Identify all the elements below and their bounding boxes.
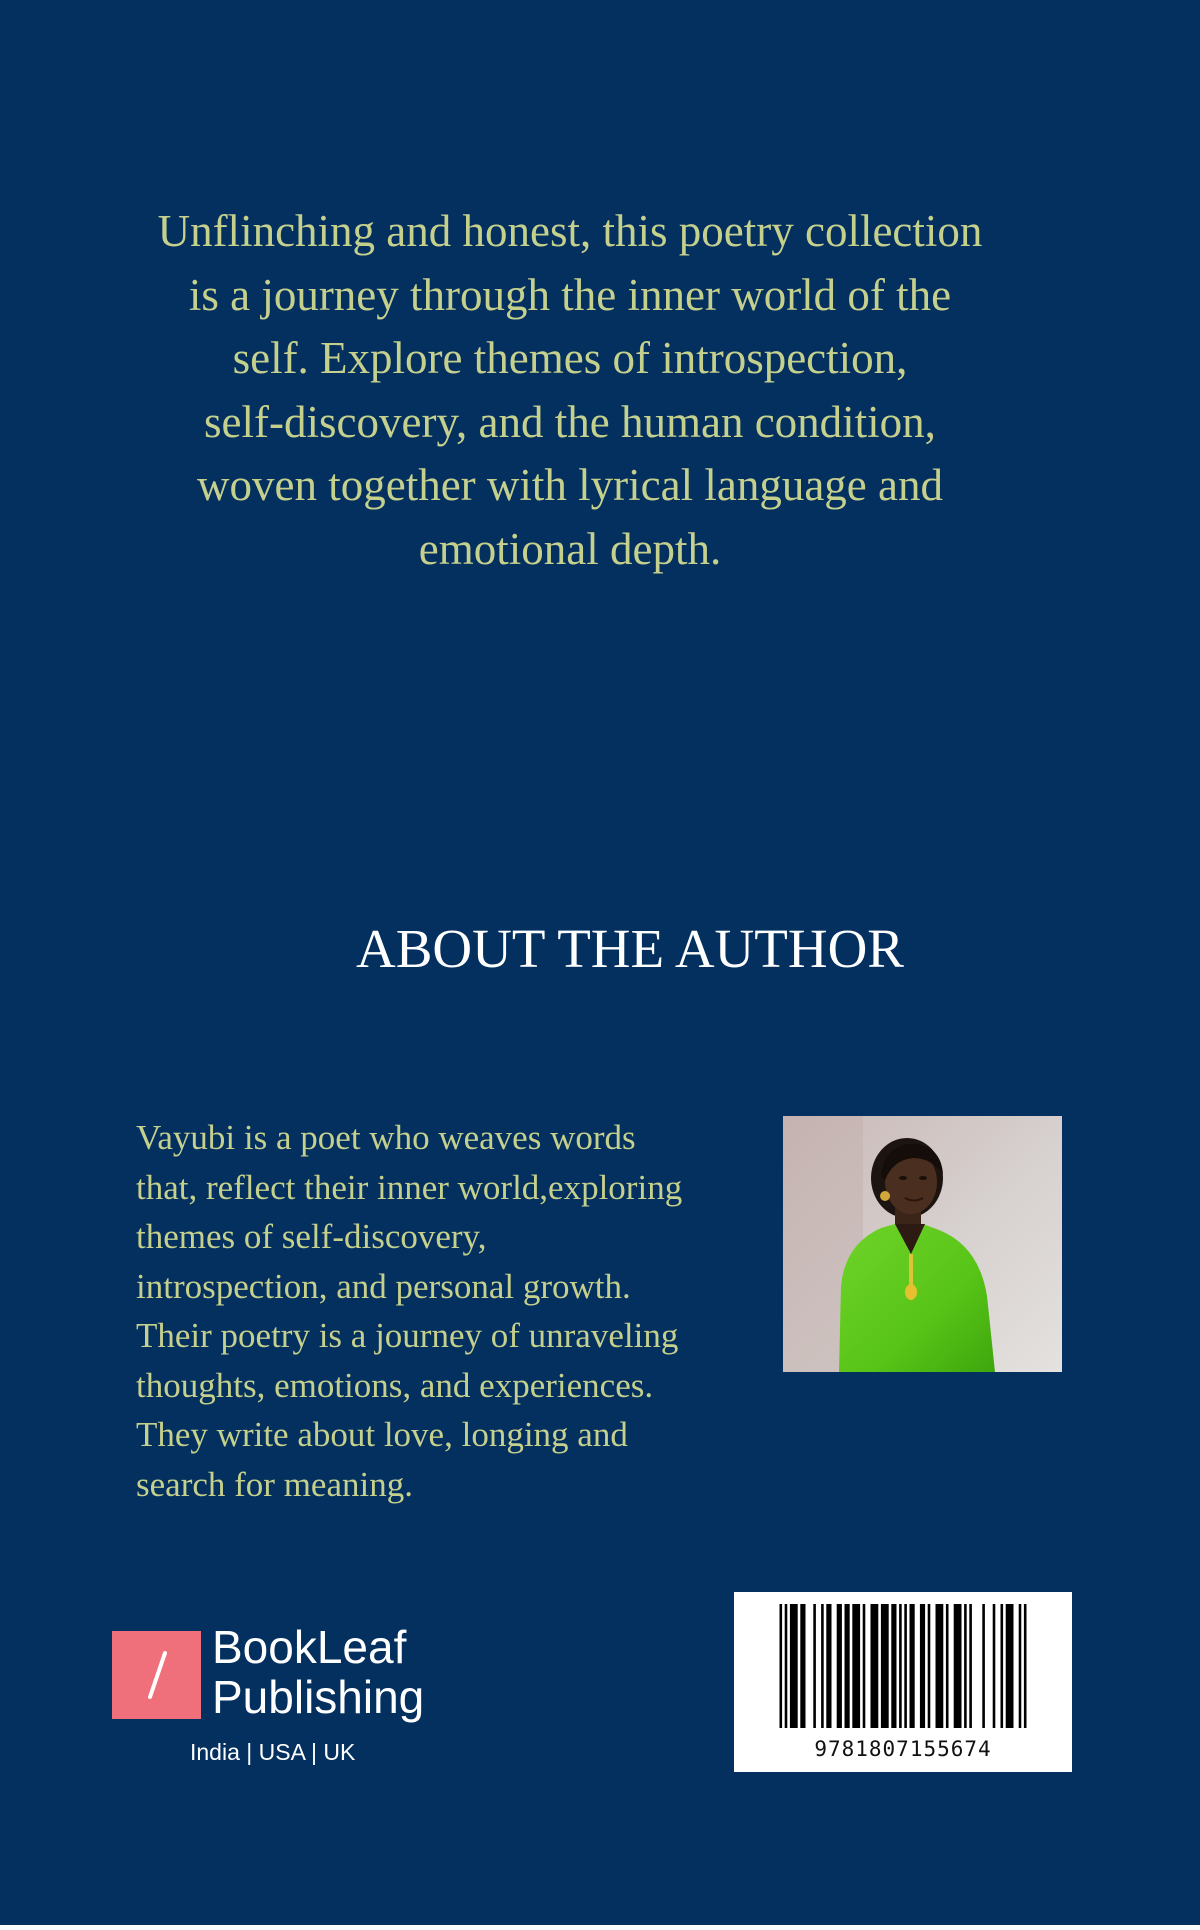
publisher-name-line2: Publishing [212,1671,425,1723]
blurb-line: self-discovery, and the human condition, [204,396,936,447]
author-photo [783,1116,1062,1372]
barcode-bar [1006,1604,1014,1728]
barcode-bar [891,1604,896,1728]
bio-line: They write about love, longing and [136,1415,628,1454]
barcode-bar [852,1604,860,1728]
barcode-bar [837,1604,842,1728]
publisher-name-line1: BookLeaf [212,1621,407,1673]
barcode-bar [790,1604,798,1728]
blurb-line: woven together with lyrical language and [197,460,943,510]
blurb-line: self. Explore themes of introspection, [232,333,908,383]
blurb-line: Unflinching and honest, this poetry collection [157,206,983,256]
publisher-countries: India | USA | UK [190,1739,356,1765]
barcode-bar [863,1604,866,1728]
barcode-bar [871,1604,879,1728]
bio-line: thoughts, emotions, and experiences. [136,1365,654,1405]
isbn-barcode [734,1592,1072,1772]
barcode-bar [813,1604,816,1728]
barcode-bar [954,1604,962,1728]
book-blurb [150,200,990,581]
barcode-bar [946,1604,949,1728]
bookleaf-logo-icon [112,1631,201,1719]
author-bio [136,1113,756,1509]
bio-line: introspection, and personal growth. [136,1266,631,1306]
bio-line: Vayubi is a poet who weaves words [136,1118,636,1157]
bio-line: themes of self-discovery, [136,1217,487,1256]
barcode-bar [1019,1604,1022,1728]
about-author-heading: ABOUT THE AUTHOR [356,918,904,979]
barcode-bar [845,1604,850,1728]
barcode-bar [993,1604,996,1728]
barcode-bar [920,1604,925,1728]
barcode-bar [969,1604,972,1728]
barcode-bar [785,1604,788,1728]
blurb-line: emotional depth. [418,523,722,574]
barcode-bar [899,1604,902,1728]
barcode-bar [1001,1604,1004,1728]
barcode-bar [826,1604,831,1728]
barcode-bar [904,1604,907,1728]
barcode-bar [780,1604,783,1728]
barcode-bar [936,1604,944,1728]
bio-line: search for meaning. [136,1464,413,1504]
bio-line: Their poetry is a journey of unraveling [136,1316,679,1355]
barcode-bar [821,1604,824,1728]
barcode-bar [800,1604,805,1728]
barcode-bar [928,1604,931,1728]
barcode-bar [1024,1604,1027,1728]
barcode-bar [964,1604,967,1728]
barcode-bar [881,1604,889,1728]
blurb-line: is a journey through the inner world of the [188,269,952,320]
publisher-logo-text [212,1622,424,1722]
barcode-bars [734,1592,1072,1738]
bio-line: that, reflect their inner world,exploring [136,1167,683,1207]
isbn-number: 9781807155674 [814,1737,992,1761]
barcode-bar [982,1604,985,1728]
barcode-bar [910,1604,915,1728]
